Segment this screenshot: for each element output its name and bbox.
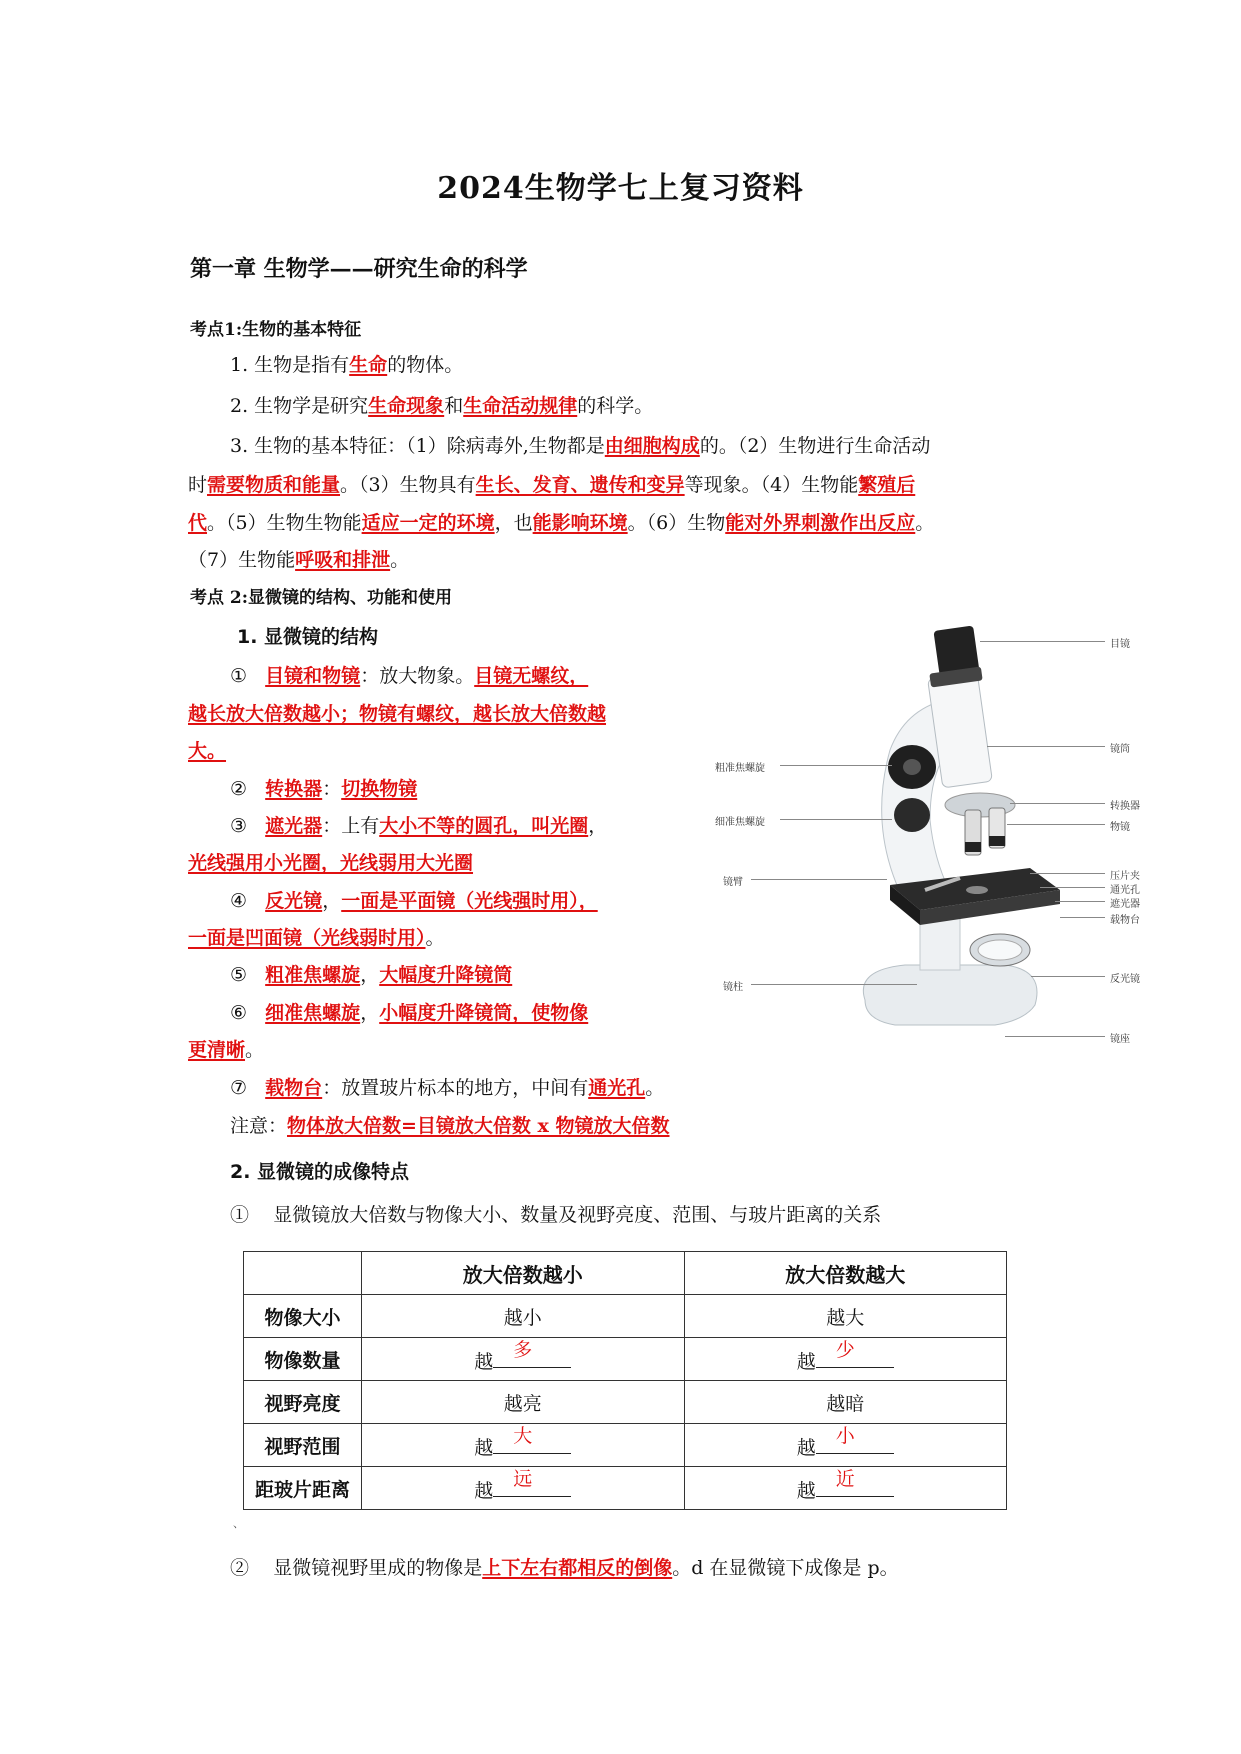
table-row	[244, 1338, 1007, 1381]
structure-item-4-cont: 一面是凹面镜（光线弱时用）。	[188, 927, 445, 949]
answer-large: 近	[835, 1467, 855, 1490]
microscope-icon	[715, 620, 1165, 1050]
label-pillar: 镜柱	[723, 982, 743, 993]
structure-item-1: ① 目镜和物镜：放大物象。目镜无螺纹，	[230, 665, 589, 687]
kp2-sub-2: 2. 显微镜的成像特点	[230, 1161, 410, 1183]
kp2-heading: 考点 2:显微镜的结构、功能和使用	[190, 588, 453, 608]
cell-small: 越 大	[362, 1424, 685, 1467]
chapter-heading: 第一章 生物学——研究生命的科学	[190, 256, 528, 282]
cell-large: 越 少	[684, 1338, 1007, 1381]
kp1-line-1: 1. 生物是指有生命的物体。	[230, 354, 464, 376]
row-label: 物像数量	[244, 1338, 362, 1381]
table-header-small: 放大倍数越小	[362, 1252, 685, 1295]
structure-item-1-cont: 越长放大倍数越小；物镜有螺纹，越长放大倍数越	[188, 703, 607, 725]
label-objective: 物镜	[1110, 822, 1130, 833]
answer-large: 小	[835, 1424, 855, 1447]
cell-large: 越 小	[684, 1424, 1007, 1467]
structure-item-2: ② 转换器：切换物镜	[230, 778, 418, 800]
imaging-point-1: ① 显微镜放大倍数与物像大小、数量及视野亮度、范围、与玻片距离的关系	[230, 1204, 882, 1226]
label-diaphragm: 遮光器	[1110, 899, 1140, 910]
page-title: 2024生物学七上复习资料	[437, 171, 804, 206]
structure-item-3: ③ 遮光器：上有大小不等的圆孔，叫光圈，	[230, 815, 608, 837]
table-row	[244, 1467, 1007, 1510]
cell-large: 越大	[684, 1295, 1007, 1338]
label-fine: 细准焦螺旋	[715, 817, 765, 828]
structure-item-6-cont: 更清晰。	[188, 1039, 265, 1061]
structure-item-6: ⑥ 细准焦螺旋，小幅度升降镜筒，使物像	[230, 1002, 589, 1024]
answer-small: 多	[513, 1338, 533, 1361]
table-header-large: 放大倍数越大	[684, 1252, 1007, 1295]
microscope-figure	[715, 620, 1165, 1050]
cell-large: 越暗	[684, 1381, 1007, 1424]
magnification-table	[243, 1251, 1007, 1510]
row-label: 视野亮度	[244, 1381, 362, 1424]
kp1-line-3: 3. 生物的基本特征：（1）除病毒外,生物都是由细胞构成的。（2）生物进行生命活动	[230, 435, 931, 457]
label-arm: 镜臂	[723, 877, 743, 888]
answer-small: 大	[513, 1424, 533, 1447]
structure-item-3-cont: 光线强用小光圈，光线弱用大光圈	[188, 852, 474, 874]
stray-mark: 、	[233, 1517, 244, 1530]
imaging-point-2: ② 显微镜视野里成的物像是上下左右都相反的倒像。d 在显微镜下成像是 p。	[230, 1557, 899, 1579]
label-mirror: 反光镜	[1110, 974, 1140, 985]
structure-item-1-cont2: 大。	[188, 740, 227, 762]
answer-small: 远	[513, 1467, 533, 1490]
table-header-row	[244, 1252, 1007, 1295]
kp2-sub-1: 1. 显微镜的结构	[237, 626, 379, 648]
label-stage: 载物台	[1110, 915, 1140, 926]
table-row	[244, 1424, 1007, 1467]
answer-large: 少	[835, 1338, 855, 1361]
structure-item-4: ④ 反光镜，一面是平面镜（光线强时用），	[230, 890, 598, 912]
row-label: 物像大小	[244, 1295, 362, 1338]
label-aperture: 通光孔	[1110, 885, 1140, 896]
cell-small: 越亮	[362, 1381, 685, 1424]
cell-small: 越小	[362, 1295, 685, 1338]
kp1-line-2: 2. 生物学是研究生命现象和生命活动规律的科学。	[230, 395, 654, 417]
cell-large: 越 近	[684, 1467, 1007, 1510]
kp1-line-4: 时需要物质和能量。（3）生物具有生长、发育、遗传和变异等现象。（4）生物能繁殖后	[188, 474, 916, 496]
row-label: 视野范围	[244, 1424, 362, 1467]
table-header-corner	[244, 1252, 362, 1295]
structure-item-5: ⑤ 粗准焦螺旋，大幅度升降镜筒	[230, 964, 513, 986]
label-clip: 压片夹	[1110, 871, 1140, 882]
label-base: 镜座	[1110, 1034, 1130, 1045]
cell-small: 越 多	[362, 1338, 685, 1381]
kp1-heading: 考点1:生物的基本特征	[190, 320, 362, 340]
label-tube: 镜筒	[1110, 744, 1130, 755]
label-coarse: 粗准焦螺旋	[715, 763, 765, 774]
kp1-line-6: （7）生物能呼吸和排泄。	[188, 549, 410, 571]
structure-item-7: ⑦ 载物台：放置玻片标本的地方，中间有通光孔。	[230, 1077, 665, 1099]
kp1-line-5: 代。（5）生物生物能适应一定的环境，也能影响环境。（6）生物能对外界刺激作出反应。	[188, 512, 935, 534]
magnification-note: 注意：物体放大倍数=目镜放大倍数 x 物镜放大倍数	[230, 1115, 670, 1137]
table-row	[244, 1295, 1007, 1338]
cell-small: 越 远	[362, 1467, 685, 1510]
row-label: 距玻片距离	[244, 1467, 362, 1510]
table-row	[244, 1381, 1007, 1424]
label-eyepiece: 目镜	[1110, 639, 1130, 650]
label-nosepiece: 转换器	[1110, 801, 1140, 812]
